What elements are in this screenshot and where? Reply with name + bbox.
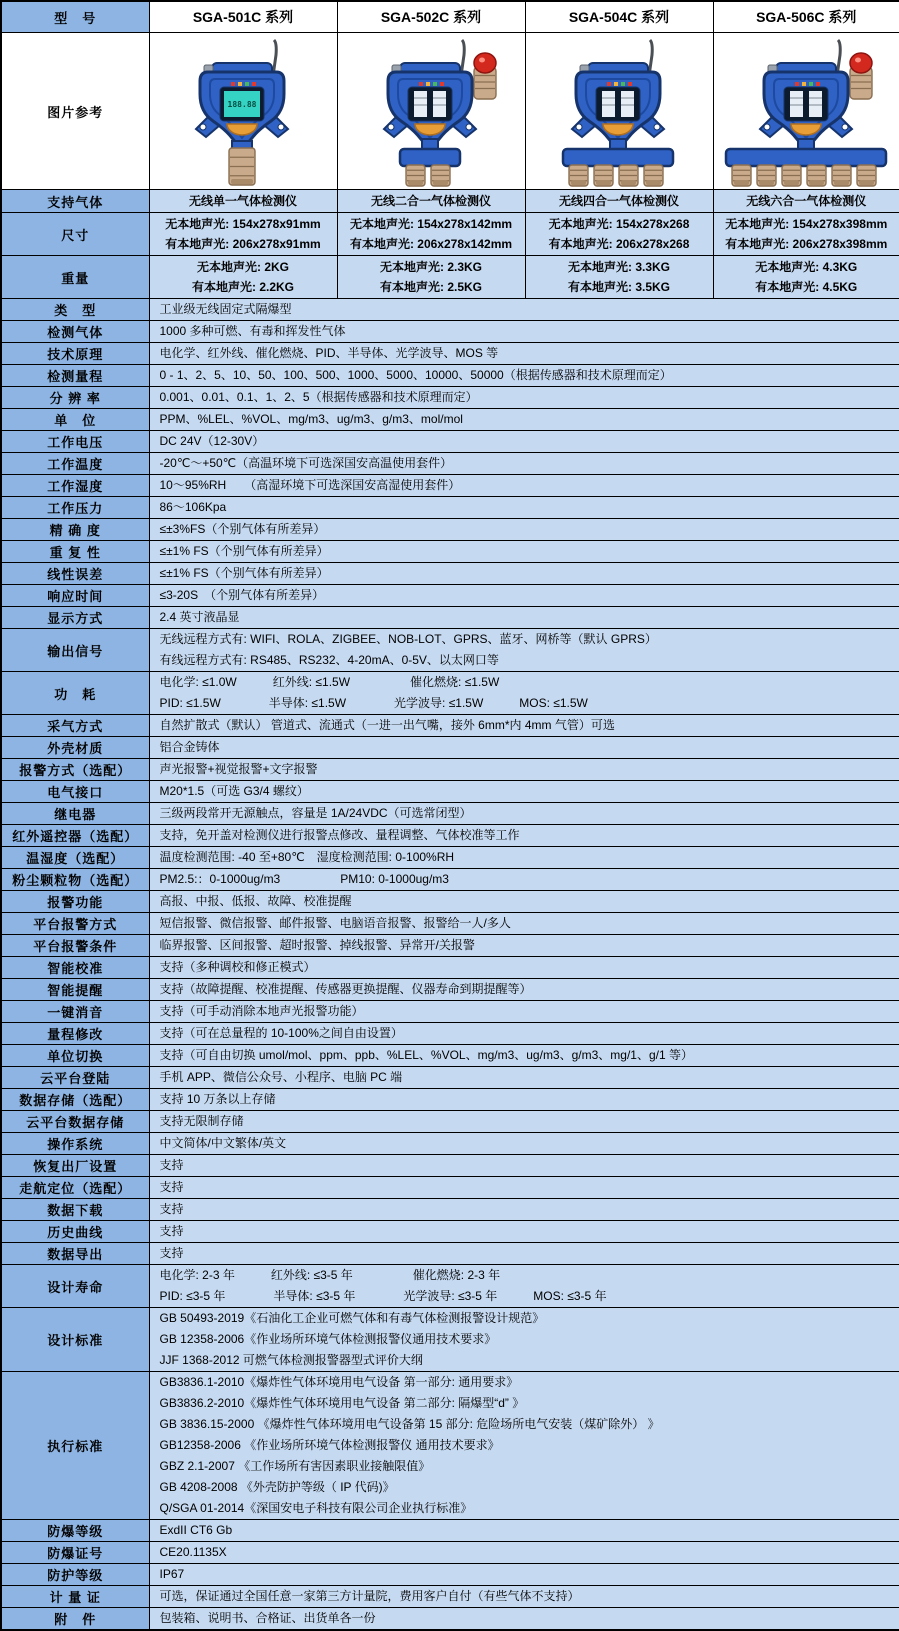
spec-row <box>1 1133 899 1155</box>
value-line: 有本地声光: 2.5KG <box>340 277 523 297</box>
value-line: 中文简体/中文繁体/英文 <box>160 1133 890 1154</box>
row-label: 技术原理 <box>1 343 149 365</box>
spec-row <box>1 1089 899 1111</box>
value-line: ≤3-20S （个别气体有所差异） <box>160 585 890 606</box>
value-line: 支持 <box>160 1221 890 1242</box>
sensor-cylinder-icon <box>406 165 425 186</box>
spec-value-cell <box>149 1564 899 1586</box>
row-label: 功 耗 <box>1 672 149 715</box>
value-line: GB12358-2006 《作业场所环境气体检测报警仪 通用技术要求》 <box>160 1435 890 1456</box>
row-label: 输出信号 <box>1 629 149 672</box>
spec-row <box>1 869 899 891</box>
sensor-cylinder-icon <box>644 165 663 186</box>
value-line: ≤±1% FS（个别气体有所差异） <box>160 563 890 584</box>
value-line: 短信报警、微信报警、邮件报警、电脑语音报警、报警给一人/多人 <box>160 913 890 934</box>
spec-value-cell <box>149 891 899 913</box>
row-label: 数据存储（选配） <box>1 1089 149 1111</box>
row-label: 检测量程 <box>1 365 149 387</box>
value-line: 铝合金铸体 <box>160 737 890 758</box>
spec-value-cell <box>149 1133 899 1155</box>
value-line: 无本地声光: 3.3KG <box>528 257 711 277</box>
row-label: 响应时间 <box>1 585 149 607</box>
row-label: 设计标准 <box>1 1308 149 1372</box>
value-line: PPM、%LEL、%VOL、mg/m3、ug/m3、g/m3、mol/mol <box>160 409 890 430</box>
gas-detector-1-sensor-icon <box>150 35 336 187</box>
row-label: 线性误差 <box>1 563 149 585</box>
compare-value-cell <box>713 256 899 299</box>
spec-value-cell <box>149 715 899 737</box>
svg-text:188.88: 188.88 <box>228 100 257 109</box>
value-line: 0 - 1、2、5、10、50、100、500、1000、5000、10000、50000（根据传感器和技术原理而定） <box>160 365 890 386</box>
value-line: 支持（故障提醒、校准提醒、传感器更换提醒、仪器寿命到期提醒等） <box>160 979 890 1000</box>
column-header-sga-502c: SGA-502C 系列 <box>337 1 525 33</box>
value-line: 自然扩散式（默认） 管道式、流通式（一进一出气嘴，接外 6mm*内 4mm 气管）可选 <box>160 715 890 736</box>
value-line: 0.001、0.01、0.1、1、2、5（根据传感器和技术原理而定） <box>160 387 890 408</box>
spec-row <box>1 825 899 847</box>
spec-row <box>1 1308 899 1372</box>
value-line: 三级两段常开无源触点，容量是 1A/24VDC（可选常闭型） <box>160 803 890 824</box>
value-line: 有本地声光: 2.2KG <box>152 277 335 297</box>
spec-value-cell <box>149 629 899 672</box>
gas-detector-6-sensor-icon <box>714 35 899 187</box>
spec-value-cell <box>149 1586 899 1608</box>
spec-value-cell <box>149 1023 899 1045</box>
spec-value-cell <box>149 541 899 563</box>
row-label: 附 件 <box>1 1608 149 1631</box>
spec-value-cell <box>149 1520 899 1542</box>
spec-value-cell <box>149 1177 899 1199</box>
spec-value-cell <box>149 475 899 497</box>
value-line: 无本地声光: 2KG <box>152 257 335 277</box>
device-screen-gauges <box>596 87 640 121</box>
device-image-sga-506c <box>713 33 899 190</box>
row-label: 设计寿命 <box>1 1265 149 1308</box>
spec-value-cell <box>149 1243 899 1265</box>
value-line: 支持 <box>160 1199 890 1220</box>
spec-row <box>1 629 899 672</box>
spec-value-cell <box>149 365 899 387</box>
compare-value-cell <box>525 213 713 256</box>
spec-value-cell <box>149 453 899 475</box>
row-label: 一键消音 <box>1 1001 149 1023</box>
row-label: 继电器 <box>1 803 149 825</box>
row-label: 走航定位（选配） <box>1 1177 149 1199</box>
row-label: 支持气体 <box>1 190 149 213</box>
spec-row <box>1 1001 899 1023</box>
spec-row <box>1 1177 899 1199</box>
value-line: 无本地声光: 2.3KG <box>340 257 523 277</box>
value-line: 有本地声光: 206x278x398mm <box>716 234 898 254</box>
spec-row <box>1 935 899 957</box>
spec-value-cell <box>149 1155 899 1177</box>
spec-row <box>1 541 899 563</box>
compare-value-cell <box>337 256 525 299</box>
spec-row <box>1 1023 899 1045</box>
manifold-bar <box>563 149 673 166</box>
value-line: 支持 <box>160 1155 890 1176</box>
row-label: 云平台数据存储 <box>1 1111 149 1133</box>
compare-value-cell <box>713 213 899 256</box>
value-line: 温度检测范围: -40 至+80℃ 湿度检测范围: 0-100%RH <box>160 847 890 868</box>
value-line: 包装箱、说明书、合格证、出货单各一份 <box>160 1608 890 1629</box>
row-label: 分 辨 率 <box>1 387 149 409</box>
image-reference-row <box>1 33 899 190</box>
value-line: 电化学: ≤1.0W 红外线: ≤1.5W 催化燃烧: ≤1.5W <box>160 672 890 693</box>
spec-value-cell <box>149 1608 899 1631</box>
value-line: ≤±3%FS（个别气体有所差异） <box>160 519 890 540</box>
sensor-cylinder-icon <box>229 148 255 185</box>
spec-value-cell <box>149 607 899 629</box>
value-line: 有本地声光: 206x278x268 <box>528 234 711 254</box>
value-line: IP67 <box>160 1564 890 1585</box>
sensor-cylinder-icon <box>619 165 638 186</box>
spec-value-cell <box>149 781 899 803</box>
row-label: 显示方式 <box>1 607 149 629</box>
value-line: 支持 <box>160 1177 890 1198</box>
spec-value-cell <box>149 1045 899 1067</box>
spec-row <box>1 321 899 343</box>
spec-value-cell <box>149 1308 899 1372</box>
sensor-cylinder-icon <box>782 165 801 186</box>
compare-value-cell <box>525 256 713 299</box>
spec-row <box>1 781 899 803</box>
value-line: GB3836.2-2010《爆炸性气体环境用电气设备 第二部分: 隔爆型“d” 》 <box>160 1393 890 1414</box>
value-line: 2.4 英寸液晶显 <box>160 607 890 628</box>
row-label: 单 位 <box>1 409 149 431</box>
value-line: 86～106Kpa <box>160 497 890 518</box>
sensor-cylinder-icon <box>594 165 613 186</box>
value-line: 有本地声光: 3.5KG <box>528 277 711 297</box>
row-label: 智能校准 <box>1 957 149 979</box>
value-line: 有本地声光: 206x278x91mm <box>152 234 335 254</box>
value-line: PID: ≤3-5 年 半导体: ≤3-5 年 光学波导: ≤3-5 年 MOS: ≤3-5 年 <box>160 1286 890 1307</box>
row-label: 操作系统 <box>1 1133 149 1155</box>
spec-value-cell <box>149 387 899 409</box>
spec-row <box>1 1111 899 1133</box>
spec-row <box>1 1542 899 1564</box>
sensor-cylinder-icon <box>857 165 876 186</box>
spec-row <box>1 299 899 321</box>
row-label: 采气方式 <box>1 715 149 737</box>
spec-row <box>1 475 899 497</box>
spec-value-cell <box>149 825 899 847</box>
row-label: 云平台登陆 <box>1 1067 149 1089</box>
spec-value-cell <box>149 913 899 935</box>
value-line: 有线远程方式有: RS485、RS232、4-20mA、0-5V、以太网口等 <box>160 650 890 671</box>
spec-value-cell <box>149 519 899 541</box>
column-header-sga-501c: SGA-501C 系列 <box>149 1 337 33</box>
value-line: -20℃～+50℃（高温环境下可选深国安高温使用套件） <box>160 453 890 474</box>
value-line: 临界报警、区间报警、超时报警、掉线报警、异常开/关报警 <box>160 935 890 956</box>
row-label: 单位切换 <box>1 1045 149 1067</box>
value-line: M20*1.5（可选 G3/4 螺纹） <box>160 781 890 802</box>
spec-row <box>1 497 899 519</box>
spec-row <box>1 343 899 365</box>
row-label: 红外遥控器（选配） <box>1 825 149 847</box>
sensor-cylinder-icon <box>832 165 851 186</box>
manifold-bar <box>726 149 886 166</box>
spec-value-cell <box>149 585 899 607</box>
row-label: 平台报警条件 <box>1 935 149 957</box>
row-label: 防爆证号 <box>1 1542 149 1564</box>
spec-row <box>1 957 899 979</box>
value-line: ≤±1% FS（个别气体有所差异） <box>160 541 890 562</box>
value-line: 无线远程方式有: WIFI、ROLA、ZIGBEE、NOB-LOT、GPRS、蓝牙、网桥等（默认 GPRS） <box>160 629 890 650</box>
value-line: JJF 1368-2012 可燃气体检测报警器型式评价大纲 <box>160 1350 890 1371</box>
spec-row <box>1 715 899 737</box>
compare-row <box>1 190 899 213</box>
spec-value-cell <box>149 759 899 781</box>
spec-row <box>1 1067 899 1089</box>
value-line: 支持（可自由切换 umol/mol、ppm、ppb、%LEL、%VOL、mg/m3、ug/m3、g/m3、mg/1、g/1 等） <box>160 1045 890 1066</box>
device-image-sga-504c <box>525 33 713 190</box>
value-line: CE20.1135X <box>160 1542 890 1563</box>
device-screen-lcd <box>220 87 264 121</box>
spec-row <box>1 1243 899 1265</box>
spec-value-cell <box>149 957 899 979</box>
row-label: 类 型 <box>1 299 149 321</box>
value-line: 手机 APP、微信公众号、小程序、电脑 PC 端 <box>160 1067 890 1088</box>
value-line: 无本地声光: 4.3KG <box>716 257 898 277</box>
compare-value-cell <box>525 190 713 213</box>
value-line: 10～95%RH （高湿环境下可选深国安高湿使用套件） <box>160 475 890 496</box>
value-line: 支持（多种调校和修正模式） <box>160 957 890 978</box>
sensor-cylinder-icon <box>807 165 826 186</box>
spec-value-cell <box>149 979 899 1001</box>
compare-row <box>1 256 899 299</box>
column-header-sga-504c: SGA-504C 系列 <box>525 1 713 33</box>
spec-row <box>1 1586 899 1608</box>
value-line: 支持，免开盖对检测仪进行报警点修改、量程调整、气体校准等工作 <box>160 825 890 846</box>
spec-value-cell <box>149 1372 899 1520</box>
spec-value-cell <box>149 1111 899 1133</box>
spec-value-cell <box>149 321 899 343</box>
value-line: GB 4208-2008 《外壳防护等级（ IP 代码)》 <box>160 1477 890 1498</box>
spec-row <box>1 365 899 387</box>
row-label: 执行标准 <box>1 1372 149 1520</box>
value-line: ExdII CT6 Gb <box>160 1520 890 1541</box>
spec-row <box>1 431 899 453</box>
value-line: 有本地声光: 206x278x142mm <box>340 234 523 254</box>
sensor-cylinder-icon <box>569 165 588 186</box>
value-line: GBZ 2.1-2007 《工作场所有害因素职业接触限值》 <box>160 1456 890 1477</box>
row-label: 智能提醒 <box>1 979 149 1001</box>
spec-row <box>1 1265 899 1308</box>
row-label: 工作湿度 <box>1 475 149 497</box>
value-line: 1000 多种可燃、有毒和挥发性气体 <box>160 321 890 342</box>
value-line: 支持（可手动消除本地声光报警功能） <box>160 1001 890 1022</box>
spec-value-cell <box>149 409 899 431</box>
spec-row <box>1 563 899 585</box>
spec-value-cell <box>149 563 899 585</box>
value-line: PID: ≤1.5W 半导体: ≤1.5W 光学波导: ≤1.5W MOS: ≤1.5W <box>160 693 890 714</box>
sensor-cylinder-icon <box>757 165 776 186</box>
row-label: 检测气体 <box>1 321 149 343</box>
device-image-sga-501c <box>149 33 337 190</box>
spec-value-cell <box>149 497 899 519</box>
value-line: 支持 <box>160 1243 890 1264</box>
spec-value-cell <box>149 1542 899 1564</box>
spec-row <box>1 409 899 431</box>
spec-value-cell <box>149 1067 899 1089</box>
spec-row <box>1 1608 899 1631</box>
compare-value-cell <box>337 190 525 213</box>
spec-row <box>1 453 899 475</box>
spec-value-cell <box>149 1089 899 1111</box>
spec-row <box>1 387 899 409</box>
row-label: 外壳材质 <box>1 737 149 759</box>
value-line: DC 24V（12-30V） <box>160 431 890 452</box>
spec-row <box>1 1199 899 1221</box>
spec-value-cell <box>149 672 899 715</box>
spec-value-cell <box>149 431 899 453</box>
value-line: Q/SGA 01-2014《深国安电子科技有限公司企业执行标准》 <box>160 1498 890 1519</box>
row-label: 历史曲线 <box>1 1221 149 1243</box>
spec-value-cell <box>149 737 899 759</box>
row-label: 工作温度 <box>1 453 149 475</box>
spec-value-cell <box>149 935 899 957</box>
value-line: GB 50493-2019《石油化工企业可燃气体和有毒气体检测报警设计规范》 <box>160 1308 890 1329</box>
spec-row <box>1 1564 899 1586</box>
row-label: 数据下载 <box>1 1199 149 1221</box>
spec-value-cell <box>149 1199 899 1221</box>
row-label: 量程修改 <box>1 1023 149 1045</box>
spec-row <box>1 1045 899 1067</box>
row-label: 温湿度（选配） <box>1 847 149 869</box>
value-line: 电化学、红外线、催化燃烧、PID、半导体、光学波导、MOS 等 <box>160 343 890 364</box>
row-label: 报警方式（选配） <box>1 759 149 781</box>
row-label: 工作电压 <box>1 431 149 453</box>
row-label: 工作压力 <box>1 497 149 519</box>
row-label: 防爆等级 <box>1 1520 149 1542</box>
value-line: 无本地声光: 154x278x268 <box>528 214 711 234</box>
image-row-label: 图片参考 <box>1 33 149 190</box>
spec-value-cell <box>149 847 899 869</box>
model-header-row <box>1 1 899 33</box>
value-line: 无线四合一气体检测仪 <box>528 191 711 211</box>
spec-value-cell <box>149 299 899 321</box>
value-line: 工业级无线固定式隔爆型 <box>160 299 890 320</box>
spec-value-cell <box>149 1221 899 1243</box>
value-line: 可选，保证通过全国任意一家第三方计量院，费用客户自付（有些气体不支持） <box>160 1586 890 1607</box>
device-screen-gauges <box>408 87 452 121</box>
row-label: 重量 <box>1 256 149 299</box>
column-header-sga-506c: SGA-506C 系列 <box>713 1 899 33</box>
spec-row <box>1 913 899 935</box>
value-line: 支持 10 万条以上存储 <box>160 1089 890 1110</box>
spec-row <box>1 737 899 759</box>
value-line: PM2.5:：0-1000ug/m3 PM10: 0-1000ug/m3 <box>160 869 890 890</box>
value-line: 高报、中报、低报、故障、校准提醒 <box>160 891 890 912</box>
spec-value-cell <box>149 343 899 365</box>
spec-value-cell <box>149 1001 899 1023</box>
row-label: 数据导出 <box>1 1243 149 1265</box>
value-line: 电化学: 2-3 年 红外线: ≤3-5 年 催化燃烧: 2-3 年 <box>160 1265 890 1286</box>
spec-row <box>1 672 899 715</box>
sensor-cylinder-icon <box>431 165 450 186</box>
spec-value-cell <box>149 869 899 891</box>
value-line: 有本地声光: 4.5KG <box>716 277 898 297</box>
row-label: 报警功能 <box>1 891 149 913</box>
value-line: 声光报警+视觉报警+文字报警 <box>160 759 890 780</box>
compare-row <box>1 213 899 256</box>
compare-value-cell <box>149 256 337 299</box>
value-line: 无线单一气体检测仪 <box>152 191 335 211</box>
value-line: 支持无限制存储 <box>160 1111 890 1132</box>
value-line: GB 12358-2006《作业场所环境气体检测报警仪通用技术要求》 <box>160 1329 890 1350</box>
spec-row <box>1 891 899 913</box>
compare-value-cell <box>149 213 337 256</box>
value-line: 无本地声光: 154x278x142mm <box>340 214 523 234</box>
device-image-sga-502c <box>337 33 525 190</box>
spec-row <box>1 803 899 825</box>
row-label: 尺寸 <box>1 213 149 256</box>
spec-row <box>1 607 899 629</box>
value-line: GB3836.1-2010《爆炸性气体环境用电气设备 第一部分: 通用要求》 <box>160 1372 890 1393</box>
value-line: GB 3836.15-2000 《爆炸性气体环境用电气设备第 15 部分: 危险场所电气安装（煤矿除外） 》 <box>160 1414 890 1435</box>
device-screen-gauges <box>784 87 828 121</box>
spec-row <box>1 1520 899 1542</box>
sensor-cylinder-icon <box>732 165 751 186</box>
spec-value-cell <box>149 1265 899 1308</box>
spec-row <box>1 1221 899 1243</box>
spec-row <box>1 1372 899 1520</box>
row-label: 计 量 证 <box>1 1586 149 1608</box>
compare-value-cell <box>713 190 899 213</box>
gas-detector-4-sensor-icon <box>526 35 712 187</box>
row-label: 恢复出厂设置 <box>1 1155 149 1177</box>
manifold-bar <box>400 149 460 166</box>
spec-value-cell <box>149 803 899 825</box>
spec-row <box>1 1155 899 1177</box>
row-label: 精 确 度 <box>1 519 149 541</box>
spec-row <box>1 979 899 1001</box>
row-label: 粉尘颗粒物（选配） <box>1 869 149 891</box>
spec-row <box>1 759 899 781</box>
value-line: 支持（可在总量程的 10-100%之间自由设置） <box>160 1023 890 1044</box>
spec-row <box>1 585 899 607</box>
model-header-label: 型 号 <box>1 1 149 33</box>
value-line: 无线二合一气体检测仪 <box>340 191 523 211</box>
value-line: 无本地声光: 154x278x91mm <box>152 214 335 234</box>
row-label: 电气接口 <box>1 781 149 803</box>
spec-row <box>1 519 899 541</box>
value-line: 无本地声光: 154x278x398mm <box>716 214 898 234</box>
compare-value-cell <box>149 190 337 213</box>
spec-row <box>1 847 899 869</box>
row-label: 重 复 性 <box>1 541 149 563</box>
row-label: 平台报警方式 <box>1 913 149 935</box>
value-line: 无线六合一气体检测仪 <box>716 191 898 211</box>
compare-value-cell <box>337 213 525 256</box>
row-label: 防护等级 <box>1 1564 149 1586</box>
gas-detector-2-sensor-icon <box>338 35 524 187</box>
